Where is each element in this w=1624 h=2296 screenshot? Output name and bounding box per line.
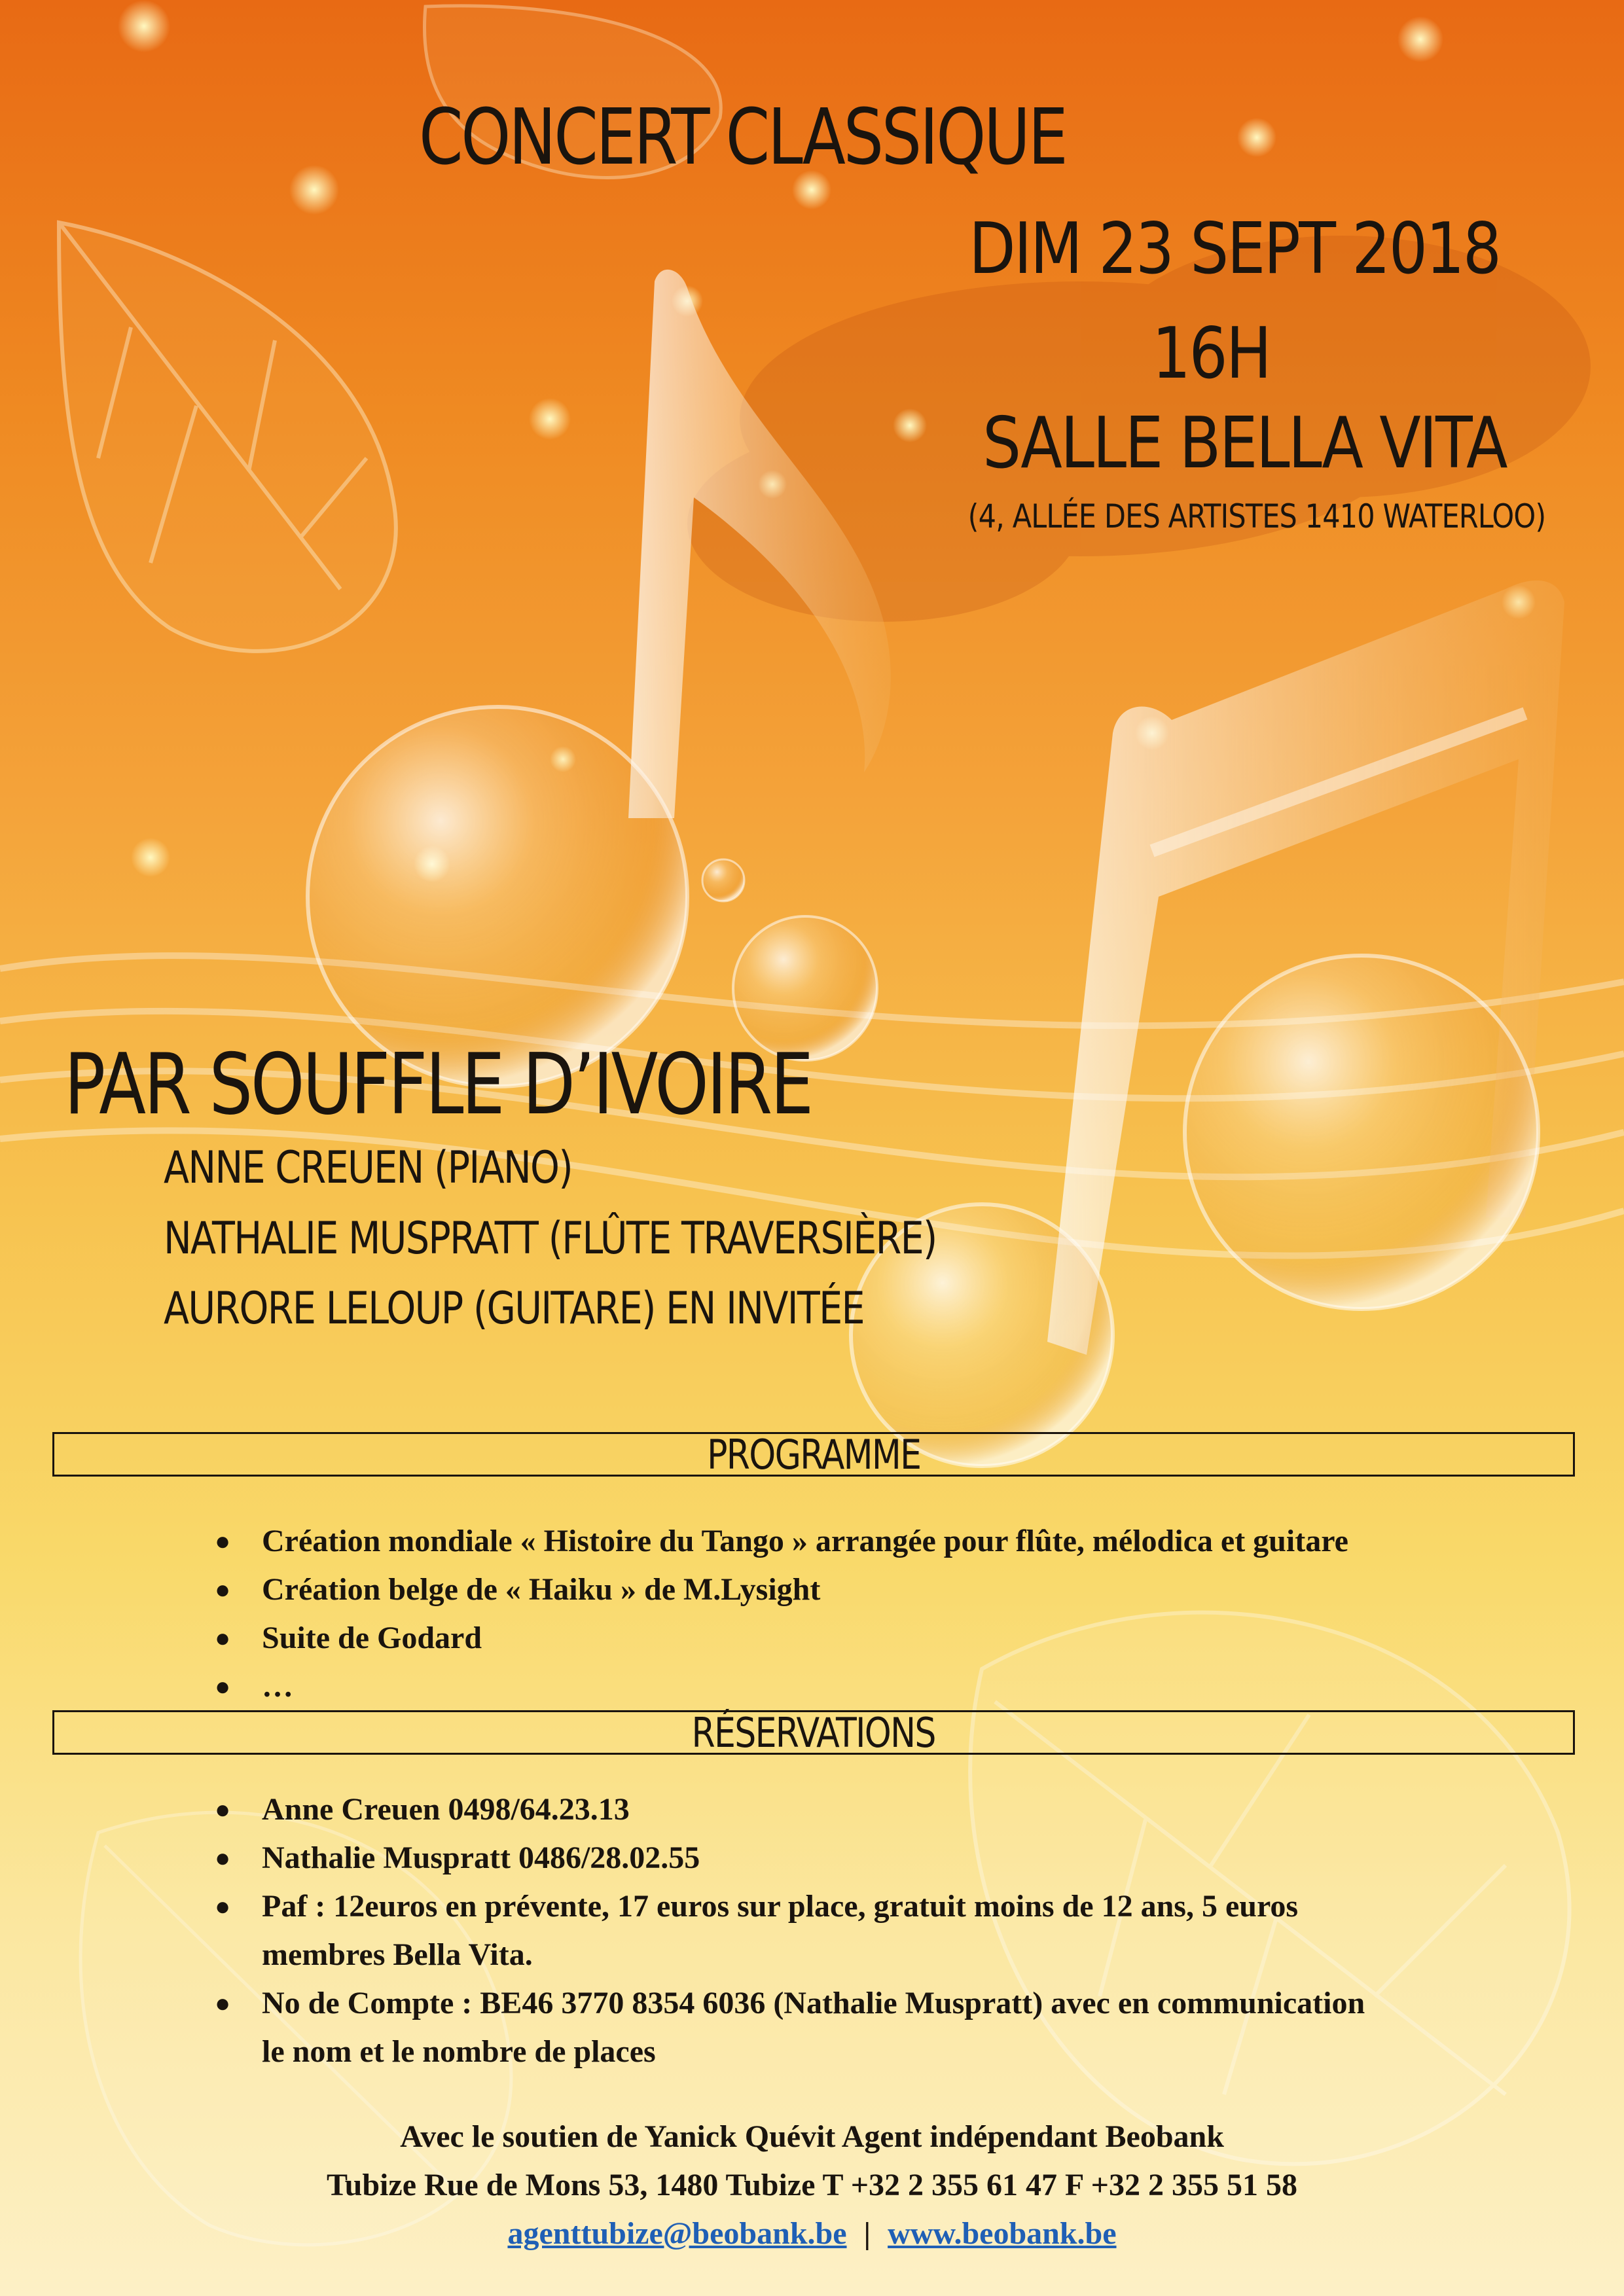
leaf-top-left	[59, 223, 396, 651]
link-separator: |	[863, 2216, 871, 2251]
list-item: ● Paf : 12euros en prévente, 17 euros sur place, gratuit moins de 12 ans, 5 euros membres Bella Vita.	[262, 1882, 1365, 1979]
email-link[interactable]: agenttubize@beobank.be	[507, 2216, 847, 2251]
venue-address: (4, ALLÉE DES ARTISTES 1410 WATERLOO)	[967, 497, 1545, 535]
bullet-icon: ●	[215, 1526, 231, 1556]
programme-heading: PROGRAMME	[706, 1430, 921, 1479]
bullet-icon: ●	[215, 1575, 231, 1604]
list-item: ● Création belge de « Haiku » de M.Lysight	[262, 1566, 1348, 1614]
bullet-icon: ●	[215, 1795, 231, 1824]
list-item: ● Nathalie Muspratt 0486/28.02.55	[262, 1834, 1365, 1882]
programme-list	[215, 1517, 1348, 1711]
member-nathalie-muspratt: NATHALIE MUSPRATT (FLÛTE TRAVERSIÈRE)	[164, 1213, 937, 1265]
concert-title: CONCERT CLASSIQUE	[419, 92, 1066, 182]
sponsor-address: Tubize Rue de Mons 53, 1480 Tubize T +32 2 355 61 47 F +32 2 355 51 58	[327, 2168, 1297, 2202]
bullet-icon: ●	[215, 1843, 231, 1873]
website-link[interactable]: www.beobank.be	[888, 2216, 1117, 2251]
member-anne-creuen: ANNE CREUEN (PIANO)	[164, 1142, 572, 1194]
sponsor-footer	[0, 2113, 1624, 2258]
list-item: ● No de Compte : BE46 3770 8354 6036 (Nathalie Muspratt) avec en communication le nom et le nombre de places	[262, 1979, 1365, 2076]
bullet-icon: ●	[215, 1892, 231, 1921]
member-aurore-leloup: AURORE LELOUP (GUITARE) EN INVITÉE	[164, 1283, 864, 1335]
concert-venue: SALLE BELLA VITA	[983, 403, 1506, 484]
bullet-icon: ●	[215, 1672, 231, 1701]
reservations-heading: RÉSERVATIONS	[691, 1708, 936, 1757]
list-item: ● …	[262, 1662, 1348, 1711]
list-item: ● Suite de Godard	[262, 1614, 1348, 1662]
concert-hour: 16H	[1152, 313, 1271, 395]
list-item: ● Anne Creuen 0498/64.23.13	[262, 1785, 1365, 1834]
bullet-icon: ●	[215, 1988, 231, 2018]
sponsor-line: Avec le soutien de Yanick Quévit Agent indépendant Beobank	[400, 2119, 1224, 2154]
reservations-heading-box	[52, 1710, 1575, 1755]
bullet-icon: ●	[215, 1623, 231, 1653]
sponsor-links	[0, 2210, 1624, 2258]
ensemble-title: PAR SOUFFLE D’IVOIRE	[64, 1036, 812, 1134]
programme-heading-box	[52, 1432, 1575, 1477]
concert-date: DIM 23 SEPT 2018	[968, 208, 1500, 290]
list-item: ● Création mondiale « Histoire du Tango » arrangée pour flûte, mélodica et guitare	[262, 1517, 1348, 1566]
reservations-list	[215, 1785, 1365, 2076]
